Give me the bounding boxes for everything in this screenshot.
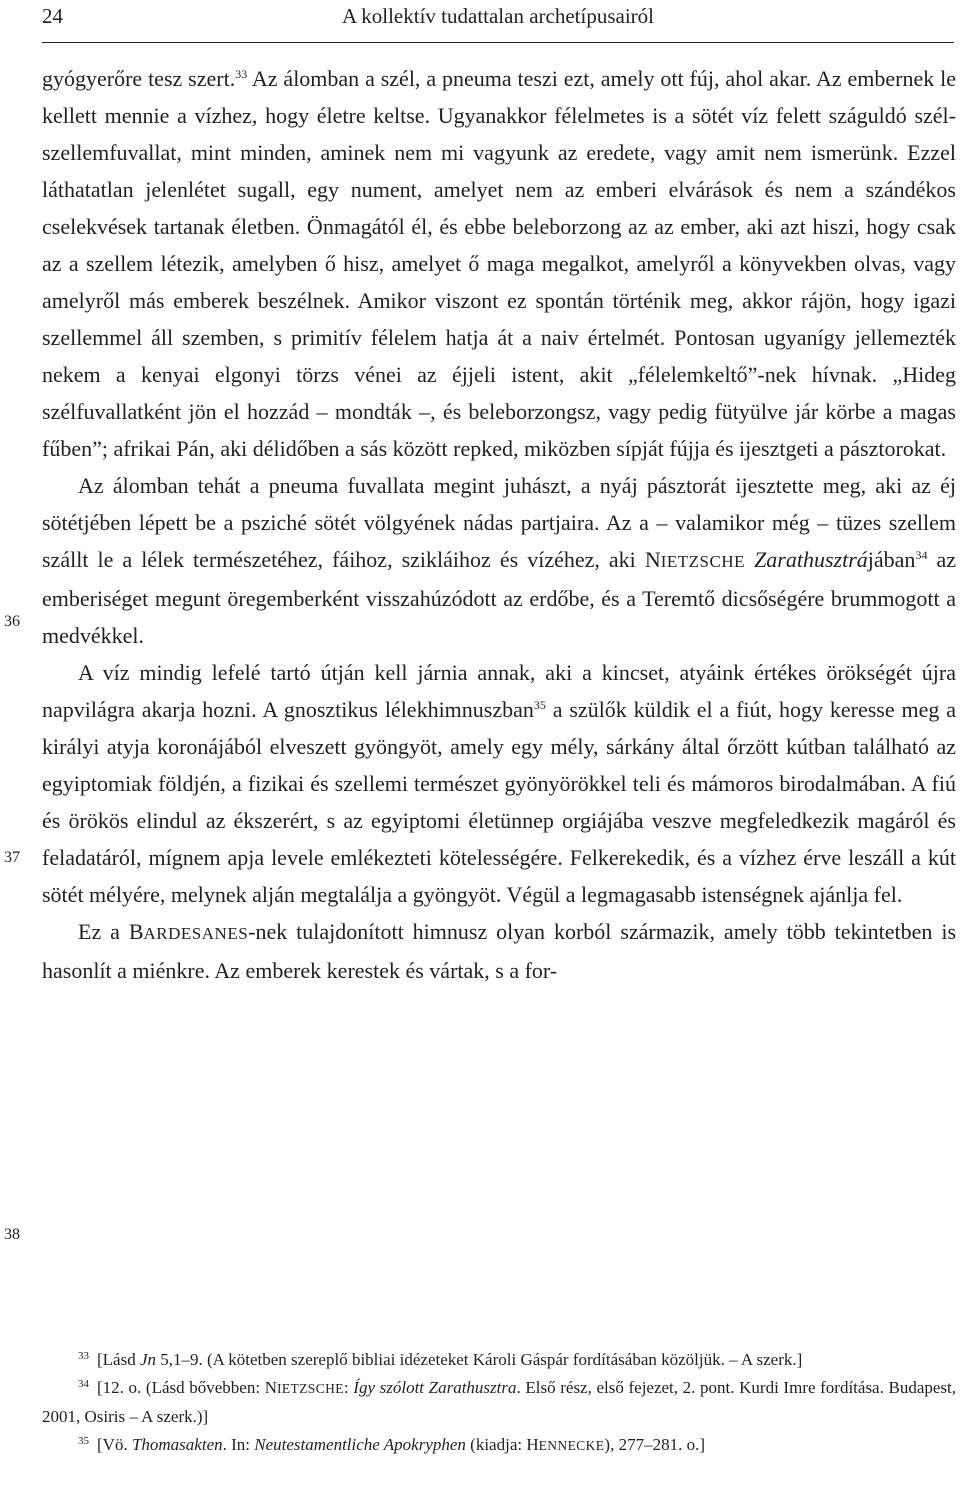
author-name: NIETZSCHE <box>644 547 746 572</box>
footnote-ref: 34 <box>915 548 928 562</box>
text-run: a szülők küldik el a fiút, hogy keresse meg a királyi atyja koronájából elveszett gyöngyöt, amely egy mély, sárkány által őrzött kútban található az egyiptomiak földjén, a fizikai és szellemi természet gyönyörökkel teli és mámoros birodalmában. A fiú és örökös elindul az ékszerért, s az egyiptomi életünnep orgiájába veszve megfeledkezik magáról és feladatáról, mígnem apja levele emlékezteti kötelességére. Felkerekedik, és a vízhez érve leszáll a kút sötét mélyére, melynek alján megtalálja a gyöngyöt. Végül a legmagasabb istenségnek ajánlja fel. <box>42 697 956 907</box>
body-text <box>42 60 956 989</box>
text-run: Az álomban a szél, a pneuma teszi ezt, amely ott fúj, ahol akar. Az embernek le kellett mennie a vízhez, hogy életre keltse. Ugyanakkor félelmetes is a sötét víz felett száguldó szél-szellemfuvallat, mint minden, aminek nem mi vagyunk az eredete, vagy amit nem ismerünk. Ezzel láthatatlan jelenlétet sugall, egy nument, amelyet nem az emberi elvárások és nem a szándékos cselekvések tartanak életben. Önmagától él, és ebbe beleborzong az az ember, aki azt hiszi, hogy csak az a szellem létezik, amelyben ő hisz, amelyet ő maga megalkot, amelyről a könyvekben olvas, vagy amelyről más emberek beszélnek. Amikor viszont ez spontán történik meg, akkor rájön, hogy igazi szellemmel áll szemben, s primitív félelem hatja át a naiv értelmét. Pontosan ugyanígy jellemezték nekem a kenyai elgonyi törzs vénei az éjjeli istent, akit „félelemkeltő”-nek hívnak. „Hideg szélfuvallatként jön el hozzád – mondták –, és beleborzongsz, vagy pedig fütyülve jár körbe a magas fűben”; afrikai Pán, aki délidőben a sás között repked, miközben sípját fújja és ijesztgeti a pásztorokat. <box>42 66 956 461</box>
footnote-number: 34 <box>78 1378 89 1390</box>
text-run: -nek tulajdonított himnusz olyan korból származik, amely több tekintetben is hasonlít a miénkre. Az emberek kerestek és vártak, s a for- <box>42 919 957 983</box>
running-header <box>42 0 954 40</box>
paragraph <box>42 913 956 989</box>
text-run: az emberiséget megunt öregemberként visszahúzódott az erdőbe, és a Teremtő dicsőségére brummogott a medvékkel. <box>42 547 957 648</box>
margin-number: 36 <box>4 613 20 630</box>
footnote-number: 33 <box>78 1350 89 1362</box>
paragraph <box>42 467 956 654</box>
running-title: A kollektív tudattalan archetípusairól <box>342 4 654 28</box>
text-run: jában <box>867 547 916 572</box>
work-title: Zarathusztrá <box>754 547 868 572</box>
footnote: $^{34}$ [12. o. (Lásd bővebben: NIETZSCHE: Így szólott Zarathusztra. Első rész, első fejezet, 2. pont. Kurdi Imre fordítása. Budapest, 2001, Osiris – A szerk.)] <box>42 1378 956 1426</box>
paragraph <box>42 60 956 467</box>
text-run: A víz mindig lefelé tartó útján kell járnia annak, aki a kincset, atyáink értékes örökségét újra napvilágra akarja hozni. A gnosztikus lélekhimnuszban <box>42 660 956 722</box>
text-run: Ez a <box>78 919 129 944</box>
margin-number: 38 <box>4 1226 20 1243</box>
paragraph <box>42 654 956 913</box>
text-run: Az álomban tehát a pneuma fuvallata megint juhászt, a nyáj pásztorát ijesztette meg, aki az éj sötétjében lépett be a psziché sötét völgyének nádas partjaira. Az a – valamikor még – tüzes szellem szállt le a lélek természetéhez, fáihoz, szikláihoz és vízéhez, aki <box>42 473 956 572</box>
footnote: $^{33}$ [Lásd Jn 5,1–9. (A kötetben szereplő bibliai idézeteket Károli Gáspár fordításában közöljük. – A szerk.] <box>78 1350 803 1369</box>
footnote-ref: 33 <box>235 67 248 81</box>
footnote: $^{35}$ [Vö. Thomasakten. In: Neutestamentliche Apokryphen (kiadja: HENNECKE), 277–281. o.] <box>78 1435 705 1454</box>
text-run: gyógyerőre tesz szert. <box>42 66 236 91</box>
footnote-number: 35 <box>78 1435 89 1447</box>
margin-number: 37 <box>4 849 20 866</box>
author-name: BARDESANES <box>128 919 249 944</box>
header-rule <box>42 42 954 43</box>
footnote-ref: 35 <box>533 698 546 712</box>
footnotes <box>42 1346 956 1460</box>
page-number: 24 <box>42 4 63 28</box>
